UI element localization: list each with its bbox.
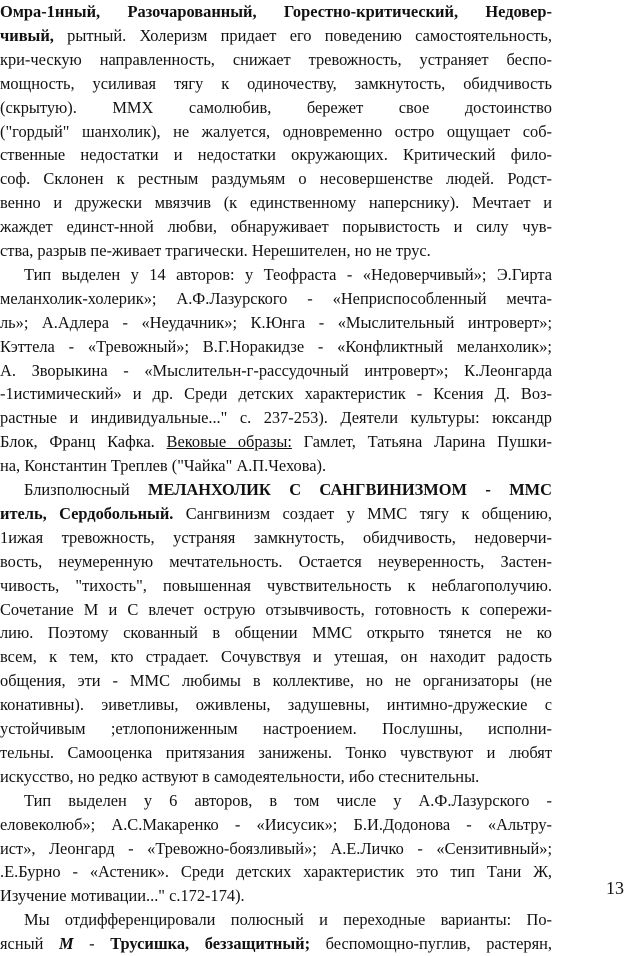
text-segment: (скрытую). ММХ самолюбив, бережет свое достоинство xyxy=(0,97,552,117)
text-segment: ства, разрыв пе-живает трагически. Нерешителен, но не трус. xyxy=(0,241,431,260)
text-line xyxy=(0,359,552,383)
text-line xyxy=(0,454,552,478)
text-line xyxy=(0,430,552,454)
text-line xyxy=(0,24,552,48)
text-segment: тельны. Самооценка притязания занижены. Тонко чувствуют и любят xyxy=(0,742,552,762)
text-segment: .Е.Бурно - «Астеник». Среди детских характеристик это тип Тани Ж, xyxy=(0,862,552,882)
text-segment: А. Зворыкина - «Мыслительн-г-рассудочный интроверт»; К.Леонгарда xyxy=(0,360,552,380)
text-line xyxy=(24,263,552,287)
text-segment: Изучение мотивации..." с.172-174). xyxy=(0,886,245,906)
text-segment: итель, Сердобольный. xyxy=(0,503,174,523)
text-segment: ист», Леонгард - «Тревожно-боязливый»; А.Е.Личко - «Сензитивный»; xyxy=(0,838,552,858)
text-line xyxy=(0,526,552,550)
text-segment: М xyxy=(58,934,74,954)
text-segment: искусство, но редко аствуют в самодеятельности, ибо стеснительны. xyxy=(0,766,480,786)
text-segment: Сочетание М и С влечет острую отзывчивость, готовность к сопережи- xyxy=(0,599,552,619)
text-segment: - xyxy=(73,934,111,954)
text-segment: жаждет единст-нной любви, обнаруживает порывистость и силу чув- xyxy=(0,217,552,237)
text-segment: венно и дружески мвязчив (к единственному наперснику). Мечтает и xyxy=(0,193,552,213)
text-line xyxy=(24,908,552,932)
text-line xyxy=(0,406,552,430)
text-line xyxy=(24,789,552,813)
text-segment: ль»; А.Адлера - «Неудачник»; К.Юнга - «Мыслительный интроверт»; xyxy=(0,312,552,332)
text-segment: соф. Склонен к рестным раздумьям о несовершенстве людей. Родст- xyxy=(0,169,552,189)
text-line xyxy=(0,143,552,167)
text-line xyxy=(0,884,552,908)
text-line xyxy=(0,860,552,884)
text-line xyxy=(0,215,552,239)
text-segment: Тип выделен у 6 авторов, в том числе у А.Ф.Лазурского - xyxy=(24,790,552,810)
text-segment: ("гордый" шанхолик), не жалуется, одновременно остро ощущает соб- xyxy=(0,121,552,141)
text-segment: на, Константин Треплев ("Чайка" А.П.Чехова). xyxy=(0,456,327,476)
text-segment: конативны). эиветливы, оживлены, задушевны, интимно-дружеские с xyxy=(0,695,552,715)
text-segment: -1истимический» и др. Среди детских характеристик - Ксения Д. Воз- xyxy=(0,384,552,404)
text-segment: Кэттела - «Тревожный»; В.Г.Норакидзе - «Конфликтный меланхолик»; xyxy=(0,336,552,356)
text-line xyxy=(0,502,552,526)
text-segment: чивый, xyxy=(0,25,54,45)
text-line xyxy=(0,693,552,717)
text-segment: чивость, "тихость", повышенная чувствительность к неблагополучию. xyxy=(0,575,552,595)
text-segment: мощность, усиливая тягу к одиночеству, замкнутость, обидчивость xyxy=(0,73,552,93)
text-line xyxy=(0,574,552,598)
text-line xyxy=(0,335,552,359)
text-segment: лию. Поэтому скованный в общении ММС открыто тянется не ко xyxy=(0,623,552,643)
text-line xyxy=(0,621,552,645)
text-line xyxy=(0,287,552,311)
text-line xyxy=(0,239,552,263)
text-segment: Трусишка, беззащитный; xyxy=(110,934,311,954)
text-segment: Блок, Франц Кафка. xyxy=(0,432,167,452)
text-line xyxy=(0,598,552,622)
text-line xyxy=(0,741,552,765)
text-segment: вость, неумеренную мечтательность. Остается неуверенность, Застен- xyxy=(0,551,552,571)
text-segment: беспомощно-пуглив, растерян, xyxy=(310,934,553,954)
text-segment: кри-ческую направленность, снижает тревожность, устраняет беспо- xyxy=(0,49,552,69)
text-segment: растные и индивидуальные..." с. 237-253). Деятели культуры: юксандр xyxy=(0,408,552,428)
text-segment: МЕЛАНХОЛИК С САНГВИНИЗМОМ - ММС xyxy=(148,480,552,499)
text-line xyxy=(0,382,552,406)
text-line xyxy=(0,932,552,956)
text-line xyxy=(0,669,552,693)
text-line xyxy=(0,765,552,789)
text-segment: рытный. Холеризм придает его поведению самостоятельность, xyxy=(53,25,552,45)
text-line xyxy=(0,191,552,215)
text-line xyxy=(0,717,552,741)
text-line xyxy=(0,813,552,837)
text-line xyxy=(0,48,552,72)
text-line xyxy=(0,550,552,574)
text-segment: ственные недостатки и недостатки окружающих. Критический фило- xyxy=(0,145,552,165)
text-segment: еловеколюб»; А.С.Макаренко - «Иисусик»; Б.И.Додонова - «Альтру- xyxy=(0,814,552,834)
text-line xyxy=(0,72,552,96)
text-segment: Вековые образы: xyxy=(166,432,292,452)
text-segment: Тип выделен у 14 авторов: у Теофраста - «Недоверчивый»; Э.Гирта xyxy=(24,264,552,284)
text-segment: 1ижая тревожность, устраняя замкнутость, обидчивость, недоверчи- xyxy=(0,527,552,547)
text-line xyxy=(0,0,552,24)
text-line xyxy=(0,645,552,669)
text-segment: Близполюсный xyxy=(24,480,149,499)
text-line xyxy=(0,167,552,191)
text-segment: общения, эти - ММС любимы в коллективе, но не организаторы (не xyxy=(0,671,552,691)
text-segment: Гамлет, Татьяна Ларина Пушки- xyxy=(291,432,552,452)
text-segment: Омра-1нный, Разочарованный, Горестно-критический, Недовер- xyxy=(0,2,552,21)
text-segment: ясный xyxy=(0,934,59,954)
text-segment: Сангвинизм создает у ММС тягу к общению, xyxy=(173,503,552,523)
text-line xyxy=(0,96,552,120)
text-segment: всем, к тем, кто страдает. Сочувствуя и утешая, он находит радость xyxy=(0,647,552,667)
text-line xyxy=(0,311,552,335)
text-line xyxy=(0,837,552,861)
text-segment: устойчивым ;етлопониженным настроением. Послушны, исполни- xyxy=(0,719,552,738)
text-line xyxy=(0,120,552,144)
text-line xyxy=(24,478,552,502)
text-segment: Мы отдифференцировали полюсный и переходные варианты: По- xyxy=(24,910,552,930)
text-segment: меланхолик-холерик»; А.Ф.Лазурского - «Неприспособленный мечта- xyxy=(0,288,552,308)
page-number: 13 xyxy=(606,878,624,898)
